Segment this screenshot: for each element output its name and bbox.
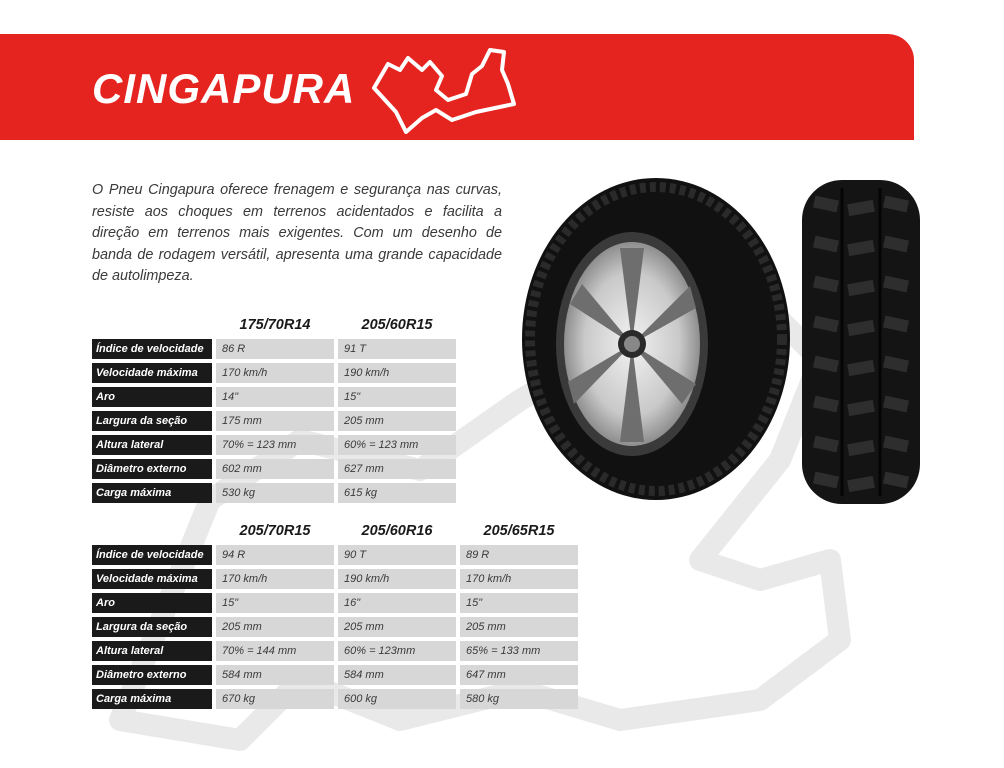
spec-value: 15" — [216, 593, 334, 613]
header-banner — [0, 34, 914, 140]
table-row — [92, 593, 578, 613]
row-label: Altura lateral — [92, 641, 212, 661]
table-row — [92, 483, 456, 503]
spec-value: 530 kg — [216, 483, 334, 503]
tire-size-header: 205/70R15 — [239, 523, 311, 539]
row-label: Carga máxima — [92, 689, 212, 709]
spec-value: 670 kg — [216, 689, 334, 709]
spec-value: 60% = 123mm — [338, 641, 456, 661]
spec-value: 170 km/h — [216, 363, 334, 383]
spec-value: 615 kg — [338, 483, 456, 503]
tire-size-header: 175/70R14 — [239, 317, 311, 333]
row-label: Velocidade máxima — [92, 569, 212, 589]
spec-value: 602 mm — [216, 459, 334, 479]
spec-value: 205 mm — [216, 617, 334, 637]
row-label: Carga máxima — [92, 483, 212, 503]
table-row — [92, 435, 456, 455]
row-label: Largura da seção — [92, 411, 212, 431]
spec-value: 205 mm — [460, 617, 578, 637]
spec-value: 70% = 123 mm — [216, 435, 334, 455]
row-label: Velocidade máxima — [92, 363, 212, 383]
spec-table-1 — [92, 310, 460, 507]
tire-size-header: 205/65R15 — [483, 523, 555, 539]
table-row — [92, 339, 456, 359]
spec-value: 170 km/h — [460, 569, 578, 589]
product-description: O Pneu Cingapura oferece frenagem e segurança nas curvas, resiste aos choques em terrenos acidentados e facilita a direção em terrenos mais exigentes. Com um desenho de banda de rodagem versátil, apresenta uma grande capacidade de autolimpeza. — [92, 182, 502, 284]
spec-value: 86 R — [216, 339, 334, 359]
spec-value: 190 km/h — [338, 569, 456, 589]
spec-value: 14" — [216, 387, 334, 407]
row-label: Largura da seção — [92, 617, 212, 637]
spec-value: 89 R — [460, 545, 578, 565]
table-row — [92, 363, 456, 383]
row-label: Aro — [92, 593, 212, 613]
spec-value: 16" — [338, 593, 456, 613]
row-label: Diâmetro externo — [92, 665, 212, 685]
spec-value: 15" — [338, 387, 456, 407]
spec-value: 190 km/h — [338, 363, 456, 383]
spec-table-2 — [92, 516, 582, 713]
spec-value: 584 mm — [338, 665, 456, 685]
spec-value: 584 mm — [216, 665, 334, 685]
row-label: Diâmetro externo — [92, 459, 212, 479]
tire-with-wheel-image — [520, 176, 792, 502]
table-row — [92, 617, 578, 637]
spec-value: 580 kg — [460, 689, 578, 709]
row-label: Índice de velocidade — [92, 545, 212, 565]
spec-value: 70% = 144 mm — [216, 641, 334, 661]
race-track-icon — [366, 40, 524, 134]
table-row — [92, 459, 456, 479]
spec-value: 60% = 123 mm — [338, 435, 456, 455]
table-row — [92, 387, 456, 407]
row-label: Índice de velocidade — [92, 339, 212, 359]
spec-value: 15" — [460, 593, 578, 613]
table-row — [92, 545, 578, 565]
tire-tread-image — [800, 178, 922, 506]
row-label: Aro — [92, 387, 212, 407]
table-row — [92, 411, 456, 431]
spec-value: 647 mm — [460, 665, 578, 685]
spec-value: 600 kg — [338, 689, 456, 709]
tire-size-header: 205/60R16 — [361, 523, 433, 539]
table-row — [92, 665, 578, 685]
spec-value: 90 T — [338, 545, 456, 565]
spec-value: 205 mm — [338, 617, 456, 637]
spec-value: 170 km/h — [216, 569, 334, 589]
tire-size-header: 205/60R15 — [361, 317, 433, 333]
spec-value: 175 mm — [216, 411, 334, 431]
spec-value: 94 R — [216, 545, 334, 565]
spec-value: 65% = 133 mm — [460, 641, 578, 661]
spec-value: 205 mm — [338, 411, 456, 431]
spec-value: 627 mm — [338, 459, 456, 479]
table-row — [92, 689, 578, 709]
table-row — [92, 641, 578, 661]
page-title: CINGAPURA — [92, 65, 356, 112]
spec-value: 91 T — [338, 339, 456, 359]
table-row — [92, 569, 578, 589]
row-label: Altura lateral — [92, 435, 212, 455]
